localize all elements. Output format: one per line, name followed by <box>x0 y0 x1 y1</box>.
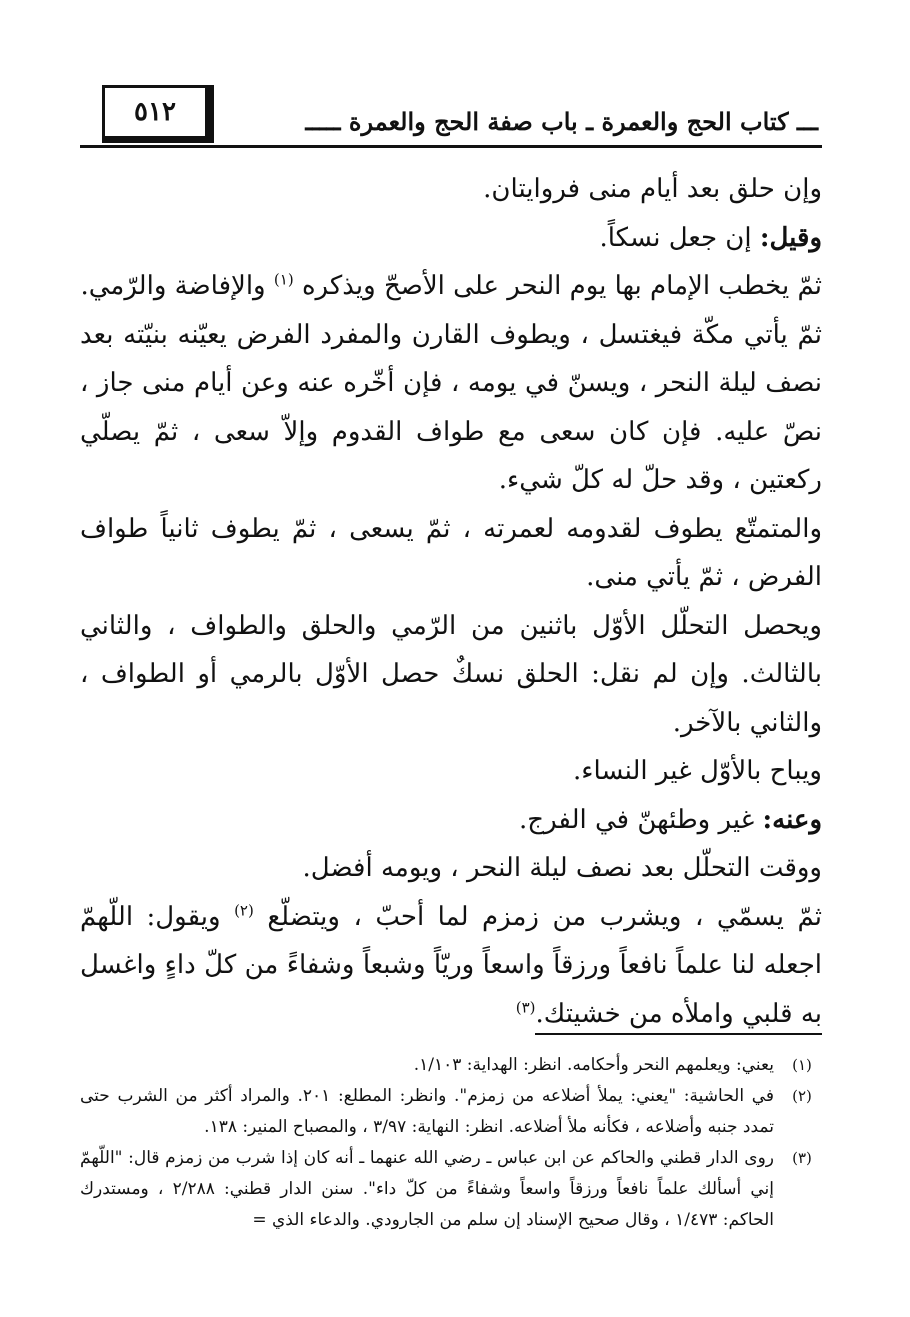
footnotes <box>80 1050 822 1236</box>
paragraph: وقيل: إن جعل نسكاً. <box>599 222 822 253</box>
paragraph: وإن حلق بعد أيام منى فروايتان. <box>483 174 822 204</box>
footnote-text: يعني: ويعلمهم النحر وأحكامه. انظر: الهداية: ١/١٠٣. <box>413 1055 774 1075</box>
paragraph: ووقت التحلّل بعد نصف ليلة النحر ، ويومه أفضل. <box>302 853 822 883</box>
paragraph: ثمّ يسمّي ، ويشرب من زمزم لما أحبّ ، ويتضلّع $^{(٢)}$ ويقول: اللّهمّ اجعله لنا علماً نافعاً ورزقاً واسعاً وريّاً وشبعاً وشفاءً من كلّ داءٍ واغسل به قلبي واملأه من خشيتك.$^{(٣)}$ <box>80 900 823 1029</box>
footnote-number: (١) <box>792 1056 812 1074</box>
footnote-separator <box>535 1033 822 1035</box>
lead-word: وقيل: <box>759 222 822 253</box>
paragraph: ثمّ يأتي مكّة فيغتسل ، ويطوف القارن والمفرد الفرض يعيّنه بنيّته بعد نصف ليلة النحر ، ويسنّ في يومه ، فإن أخّره عنه وعن أيام منى جاز ، نصّ عليه. فإن كان سعى مع طواف القدوم وإلاّ سعى ، ثمّ يصلّي ركعتين ، وقد حلّ له كلّ شيء. <box>80 319 822 495</box>
paragraph: والمتمتّع يطوف لقدومه لعمرته ، ثمّ يسعى ، ثمّ يطوف ثانياً طواف الفرض ، ثمّ يأتي منى. <box>80 513 822 592</box>
paragraph: ويحصل التحلّل الأوّل باثنين من الرّمي والحلق والطواف ، والثاني بالثالث. وإن لم نقل: الحلق نسكٌ حصل الأوّل بالرمي أو الطواف ، والثاني بالآخر. <box>80 610 822 738</box>
footnote <box>80 1050 822 1081</box>
paragraph: ثمّ يخطب الإمام بها يوم النحر على الأصحّ ويذكره $^{(١)}$ والإفاضة والرّمي. <box>80 270 822 301</box>
footnote-number: (٢) <box>792 1087 812 1105</box>
footnote-ref: (١) <box>273 270 294 289</box>
footnote <box>80 1081 822 1143</box>
paragraph: وعنه: غير وطئهنّ في الفرج. <box>519 804 822 835</box>
main-text <box>80 165 822 1038</box>
footnote <box>80 1143 822 1236</box>
footnote-ref: (٣) <box>515 997 536 1016</box>
paragraph: ويباح بالأوّل غير النساء. <box>573 756 822 786</box>
footnote-text: في الحاشية: "يعني: يملأ أضلاعه من زمزم". وانظر: المطلع: ٢٠١. والمراد أكثر من الشرب حتى تمدد جنبه وأضلاعه ، فكأنه ملأ أضلاعه. انظر: النهاية: ٣/٩٧ ، والمصباح المنير: ١٣٨. <box>80 1086 775 1137</box>
running-title: ـــ كتاب الحج والعمرة ـ باب صفة الحج والعمرة ـــــ <box>305 107 818 136</box>
footnote-number: (٣) <box>792 1149 812 1167</box>
page-header <box>80 85 822 153</box>
header-rule <box>80 145 822 148</box>
lead-word: وعنه: <box>762 804 822 835</box>
page-number: ٥١٢ <box>102 85 214 143</box>
footnote-text: روى الدار قطني والحاكم عن ابن عباس ـ رضي الله عنهما ـ أنه كان إذا شرب من زمزم قال: "اللّهمّ إني أسألك علماً نافعاً ورزقاً واسعاً وشفاءً من كلّ داء". سنن الدار قطني: ٢/٢٨٨ ، ومستدرك الحاكم: ١/٤٧٣ ، وقال صحيح الإسناد إن سلم من الجارودي. والدعاء الذي = <box>80 1148 774 1230</box>
footnote-ref: (٢) <box>234 900 254 919</box>
